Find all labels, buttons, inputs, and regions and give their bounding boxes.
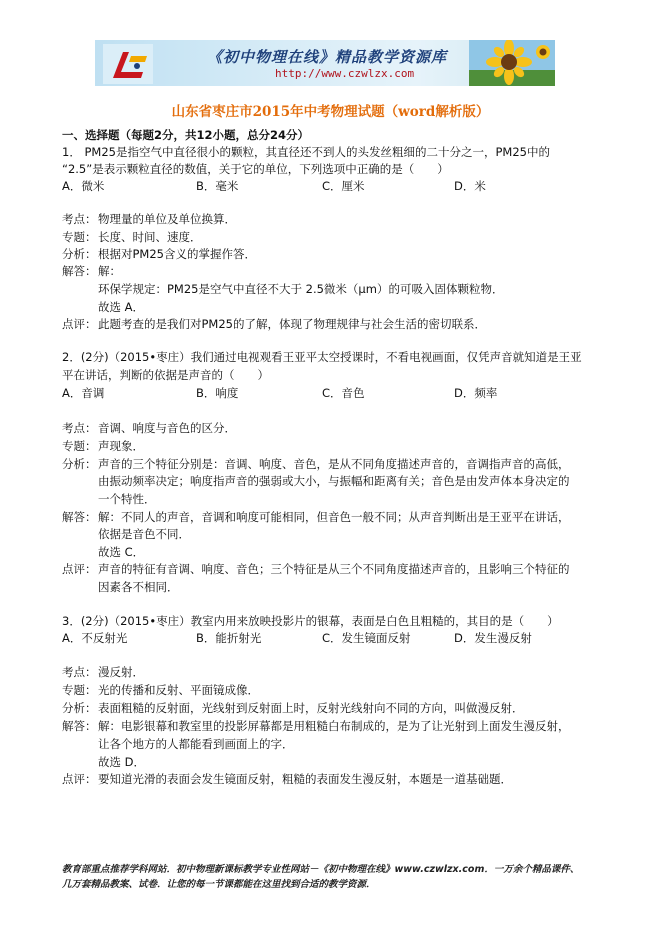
- q2-fenxi-label: 分析：: [62, 457, 97, 471]
- q2-dianping-line2: 因素各不相同．: [98, 580, 179, 594]
- q1-dianping: 此题考查的是我们对PM25的了解，体现了物理规律与社会生活的密切联系．: [98, 317, 486, 331]
- banner-url[interactable]: http://www.czwlzx.com: [275, 67, 415, 80]
- q1-fenxi-label: 分析：: [62, 247, 97, 261]
- q2-kaodian-label: 考点：: [62, 421, 97, 435]
- q1-option-a: A．微米: [62, 179, 105, 193]
- q1-option-d: D．米: [454, 179, 486, 193]
- q1-dianping-label: 点评：: [62, 317, 97, 331]
- q3-option-c: C．发生镜面反射: [322, 631, 411, 645]
- q3-kaodian: 漫反射．: [98, 665, 144, 679]
- q3-jieda-line2: 让各个地方的人都能看到画面上的字．: [98, 737, 294, 751]
- q2-option-b: B．响度: [196, 386, 239, 400]
- q3-fenxi-label: 分析：: [62, 701, 97, 715]
- q2-kaodian: 音调、响度与音色的区分．: [98, 421, 236, 435]
- q2-dianping-label: 点评：: [62, 562, 97, 576]
- q3-answer: 故选 D．: [98, 755, 146, 769]
- q2-fenxi-line1: 声音的三个特征分别是：音调、响度、音色，是从不同角度描述声音的，音调指声音的高低，: [98, 457, 570, 471]
- q2-fenxi-line2: 由振动频率决定；响度指声音的强弱或大小，与振幅和距离有关；音色是由发声体本身决定的: [98, 474, 570, 488]
- q2-stem-line2: 平在讲话，判断的依据是声音的（ ）: [62, 368, 269, 382]
- header-banner: [95, 40, 555, 86]
- q3-dianping-label: 点评：: [62, 772, 97, 786]
- q3-jieda-line1: 解：电影银幕和教室里的投影屏幕都是用粗糙白布制成的，是为了让光射到上面发生漫反射，: [98, 719, 570, 733]
- q3-zhuanti: 光的传播和反射、平面镜成像．: [98, 683, 259, 697]
- q2-option-c: C．音色: [322, 386, 365, 400]
- q2-jieda-line2: 依据是音色不同．: [98, 527, 190, 541]
- q2-zhuanti: 声现象．: [98, 439, 144, 453]
- q1-jieda-line1: 环保学规定：PM25是空气中直径不大于 2.5微米（μm）的可吸入固体颗粒物．: [98, 282, 504, 296]
- q2-answer: 故选 C．: [98, 545, 145, 559]
- q3-option-d: D．发生漫反射: [454, 631, 532, 645]
- sunflower-icon: [469, 40, 555, 86]
- q1-fenxi: 根据对PM25含义的掌握作答．: [98, 247, 256, 261]
- footer-line1: 教育部重点推荐学科网站．初中物理新课标教学专业性网站－《初中物理在线》www.czwlzx.com．一万余个精品课件、: [62, 864, 580, 875]
- q1-stem-line2: “2.5”是表示颗粒直径的数值，关于它的单位，下列选项中正确的是（ ）: [62, 162, 449, 176]
- q3-jieda-label: 解答：: [62, 719, 97, 733]
- q3-kaodian-label: 考点：: [62, 665, 97, 679]
- q3-stem-line1: 3．(2分)（2015•枣庄）教室内用来放映投影片的银幕，表面是白色且粗糙的，其目的是（ ）: [62, 614, 559, 628]
- q3-option-a: A．不反射光: [62, 631, 128, 645]
- footer-line2: 几万套精品教案、试卷．让您的每一节课都能在这里找到合适的教学资源．: [62, 879, 376, 890]
- q1-jieda-label: 解答：: [62, 264, 97, 278]
- q1-answer: 故选 A．: [98, 300, 145, 314]
- q2-fenxi-line3: 一个特性．: [98, 492, 156, 506]
- q2-zhuanti-label: 专题：: [62, 439, 97, 453]
- q2-option-a: A．音调: [62, 386, 105, 400]
- q1-kaodian: 物理量的单位及单位换算．: [98, 212, 236, 226]
- q3-fenxi: 表面粗糙的反射面，光线射到反射面上时，反射光线射向不同的方向，叫做漫反射．: [98, 701, 524, 715]
- q3-zhuanti-label: 专题：: [62, 683, 97, 697]
- banner-title: 《初中物理在线》精品教学资源库: [207, 48, 448, 66]
- q3-option-b: B．能折射光: [196, 631, 262, 645]
- q2-stem-line1: 2．(2分)（2015•枣庄）我们通过电视观看王亚平太空授课时，不看电视画面，仅凭声音就知道是王亚: [62, 350, 582, 364]
- document-title: 山东省枣庄市2015年中考物理试题（word解析版）: [171, 104, 490, 120]
- q1-jie: 解：: [98, 264, 121, 278]
- site-logo-icon: [103, 44, 153, 84]
- q1-option-c: C．厘米: [322, 179, 365, 193]
- q1-option-b: B．毫米: [196, 179, 239, 193]
- q1-stem-line1: 1． PM25是指空气中直径很小的颗粒，其直径还不到人的头发丝粗细的二十分之一，PM25中的: [62, 145, 550, 159]
- q3-dianping: 要知道光滑的表面会发生镜面反射，粗糙的表面发生漫反射，本题是一道基础题．: [98, 772, 512, 786]
- q2-jieda-line1: 解：不同人的声音，音调和响度可能相同，但音色一般不同；从声音判断出是王亚平在讲话，: [98, 510, 570, 524]
- q2-option-d: D．频率: [454, 386, 498, 400]
- q1-kaodian-label: 考点：: [62, 212, 97, 226]
- q2-dianping-line1: 声音的特征有音调、响度、音色；三个特征是从三个不同角度描述声音的，且影响三个特征的: [98, 562, 570, 576]
- section-heading: 一、选择题（每题2分，共12小题，总分24分）: [62, 128, 310, 142]
- q1-zhuanti-label: 专题：: [62, 230, 97, 244]
- q2-jieda-label: 解答：: [62, 510, 97, 524]
- q1-zhuanti: 长度、时间、速度．: [98, 230, 202, 244]
